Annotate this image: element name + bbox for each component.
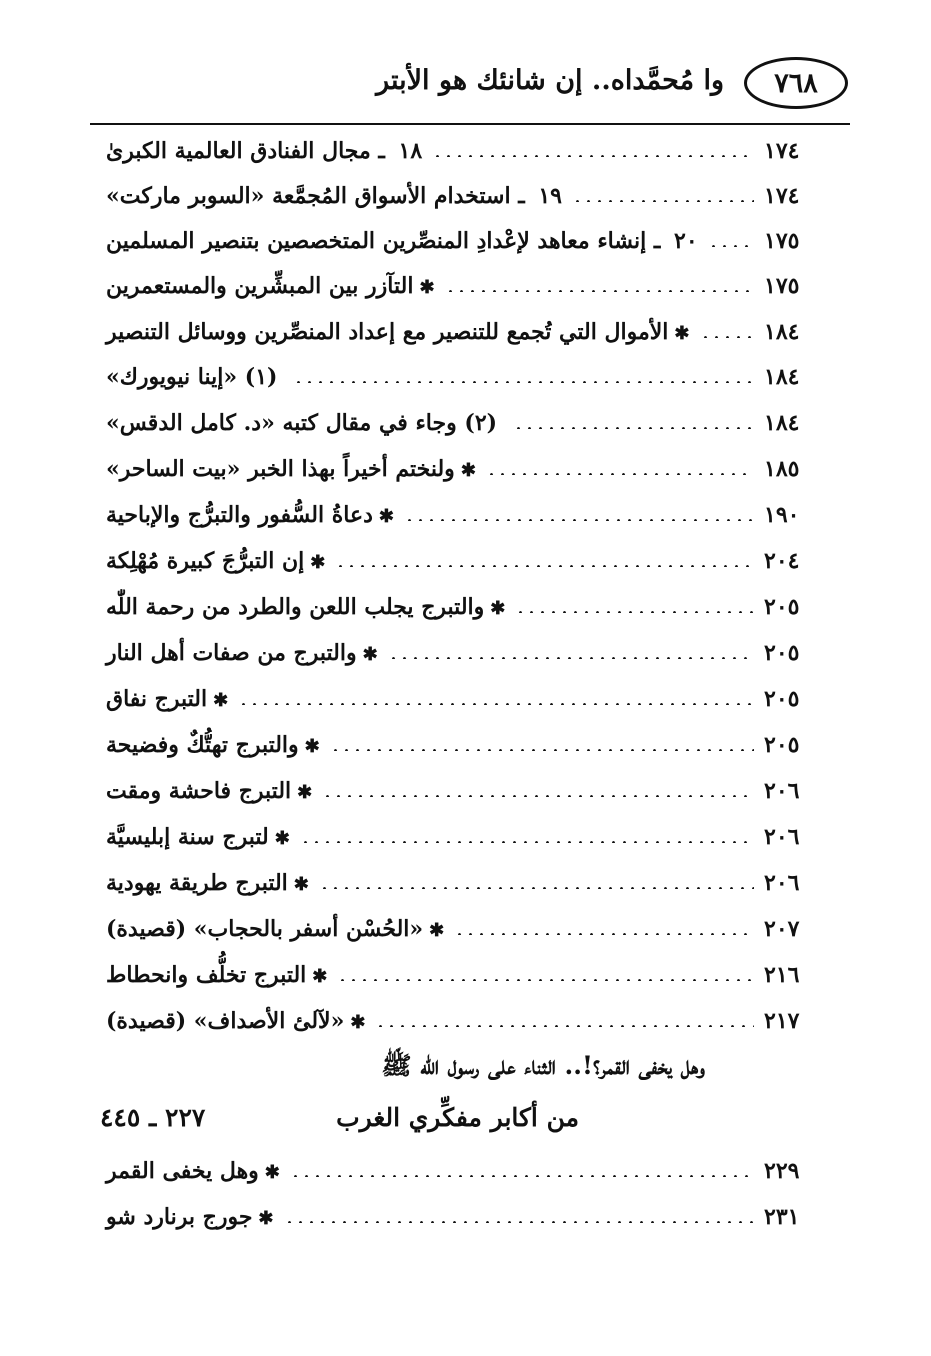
section-page-range: ٢٢٧ ـ ٤٤٥ [100, 1103, 206, 1132]
entry-title: لتبرج سنة إبليسيَّة [106, 824, 269, 850]
entry-page: ٢٠٥ [764, 640, 800, 666]
entry-title: (١) «إينا نيويورك» [106, 364, 278, 390]
dot-leader [572, 200, 754, 202]
entry-page: ٢١٦ [764, 962, 800, 988]
dot-leader [337, 979, 754, 981]
dot-leader [300, 841, 754, 843]
entry-page: ٢٠٥ [764, 594, 800, 620]
entry-title: «لآلئ الأصداف» (قصيدة) [106, 1008, 345, 1034]
page-header [90, 55, 850, 125]
star-icon: ✱ [460, 460, 476, 481]
star-icon: ✱ [419, 277, 435, 298]
star-icon: ✱ [264, 1162, 280, 1183]
entry-page: ٢٠٥ [764, 732, 800, 758]
star-icon: ✱ [378, 506, 394, 527]
toc-entry [106, 676, 830, 722]
dot-leader [700, 336, 754, 338]
entry-page: ٢٠٧ [764, 916, 800, 942]
entry-page: ١٨٤ [764, 319, 800, 345]
entry-title: الأموال التي تُجمع للتنصير مع إعداد المنصِّرين ووسائل التنصير [106, 319, 669, 345]
star-icon: ✱ [293, 874, 309, 895]
entry-page: ١٧٥ [764, 228, 800, 254]
entry-page: ٢٠٦ [764, 824, 800, 850]
toc-entry [106, 906, 830, 952]
section-subheading: من أكابر مفكِّري الغرب [336, 1103, 579, 1132]
toc-entry [106, 814, 830, 860]
toc-entry [106, 309, 830, 355]
entry-title: ١٨ ـ مجال الفنادق العالمية الكبرىٰ [106, 138, 423, 164]
entry-page: ٢٢٩ [764, 1158, 800, 1184]
toc-entry [106, 768, 830, 814]
dot-leader [454, 933, 754, 935]
entry-page: ٢٠٦ [764, 778, 800, 804]
entry-title: التبرج طريقة يهودية [106, 870, 288, 896]
toc-entry [106, 584, 830, 630]
entry-title: والتبرج تهتُّكٌ وفضيحة [106, 732, 299, 758]
dot-leader [708, 245, 754, 247]
dot-leader [375, 1025, 754, 1027]
entry-title: «الحُسْن أسفر بالحجاب» (قصيدة) [106, 916, 424, 942]
dot-leader [330, 749, 754, 751]
entry-title: جورج برنارد شو [106, 1204, 253, 1230]
star-icon: ✱ [490, 598, 506, 619]
star-icon: ✱ [274, 828, 290, 849]
section-heading: وهل يخفى القمر؟!.. الثناء على رسول اللّٰه ﷺ [381, 1051, 705, 1080]
toc-entry [106, 492, 830, 538]
entry-page: ٢٠٥ [764, 686, 800, 712]
entry-page: ٢٣١ [764, 1204, 800, 1230]
star-icon: ✱ [258, 1208, 274, 1229]
entry-title: التبرج نفاق [106, 686, 208, 712]
toc-entry [106, 538, 830, 584]
entry-title: ولنختم أخيراً بهذا الخبر «بيت الساحر» [106, 456, 455, 482]
dot-leader [322, 795, 754, 797]
entry-title: إن التبرُّجَ كبيرة مُهْلِكة [106, 548, 305, 574]
entry-page: ١٨٤ [764, 410, 800, 436]
entry-page: ١٨٤ [764, 364, 800, 390]
entry-page: ١٩٠ [764, 502, 800, 528]
star-icon: ✱ [350, 1012, 366, 1033]
page-number-oval [744, 57, 848, 109]
toc-entry [106, 722, 830, 768]
star-icon: ✱ [297, 782, 313, 803]
entry-page: ١٧٤ [764, 138, 800, 164]
dot-leader [486, 473, 754, 475]
entry-page: ٢٠٦ [764, 870, 800, 896]
entry-title: (٢) وجاء في مقال كتبه «د. كامل الدقس» [106, 410, 498, 436]
entry-page: ١٨٥ [764, 456, 800, 482]
dot-leader [284, 1221, 754, 1223]
star-icon: ✱ [213, 690, 229, 711]
entry-title: ١٩ ـ استخدام الأسواق المُجمَّعة «السوبر ماركت» [106, 183, 562, 209]
entry-page: ١٧٥ [764, 273, 800, 299]
dot-leader [513, 427, 754, 429]
dot-leader [404, 519, 754, 521]
entry-title: ٢٠ ـ إنشاء معاهد لإعْدادِ المنصِّرين المتخصصين بتنصير المسلمين [106, 228, 698, 254]
entry-title: والتبرج من صفات أهل النار [106, 640, 357, 666]
toc-entry [106, 1148, 830, 1194]
toc-entry [106, 1194, 830, 1240]
toc-entry [106, 173, 830, 219]
running-title: وا مُحمَّداه.. إن شانئك هو الأبتر [376, 65, 724, 96]
toc-entry [106, 630, 830, 676]
dot-leader [388, 657, 754, 659]
toc-entry [106, 952, 830, 998]
dot-leader [238, 703, 754, 705]
toc-entry [106, 128, 830, 174]
star-icon: ✱ [310, 552, 326, 573]
toc-entry [106, 263, 830, 309]
star-icon: ✱ [362, 644, 378, 665]
entry-title: دعاةُ السُّفور والتبرُّج والإباحية [106, 502, 373, 528]
dot-leader [515, 611, 754, 613]
entry-title: التبرج فاحشة ومقت [106, 778, 292, 804]
dot-leader [293, 381, 754, 383]
dot-leader [432, 155, 754, 157]
dot-leader [335, 565, 754, 567]
toc-entry [106, 400, 830, 446]
star-icon: ✱ [312, 966, 328, 987]
toc-entry [106, 218, 830, 264]
toc-entry [106, 998, 830, 1044]
toc-entry [106, 446, 830, 492]
entry-title: التآزر بين المبشِّرين والمستعمرين [106, 273, 414, 299]
star-icon: ✱ [674, 323, 690, 344]
entry-page: ٢٠٤ [764, 548, 800, 574]
star-icon: ✱ [429, 920, 445, 941]
star-icon: ✱ [304, 736, 320, 757]
dot-leader [290, 1175, 754, 1177]
entry-title: وهل يخفى القمر [106, 1158, 259, 1184]
entry-title: والتبرج يجلب اللعن والطرد من رحمة اللّٰه [106, 594, 485, 620]
entry-title: التبرج تخلُّف وانحطاط [106, 962, 307, 988]
entry-page: ٢١٧ [764, 1008, 800, 1034]
dot-leader [319, 887, 754, 889]
toc-entry [106, 354, 830, 400]
dot-leader [445, 290, 754, 292]
entry-page: ١٧٤ [764, 183, 800, 209]
toc-entry [106, 860, 830, 906]
page-number: ٧٦٨ [774, 67, 818, 99]
